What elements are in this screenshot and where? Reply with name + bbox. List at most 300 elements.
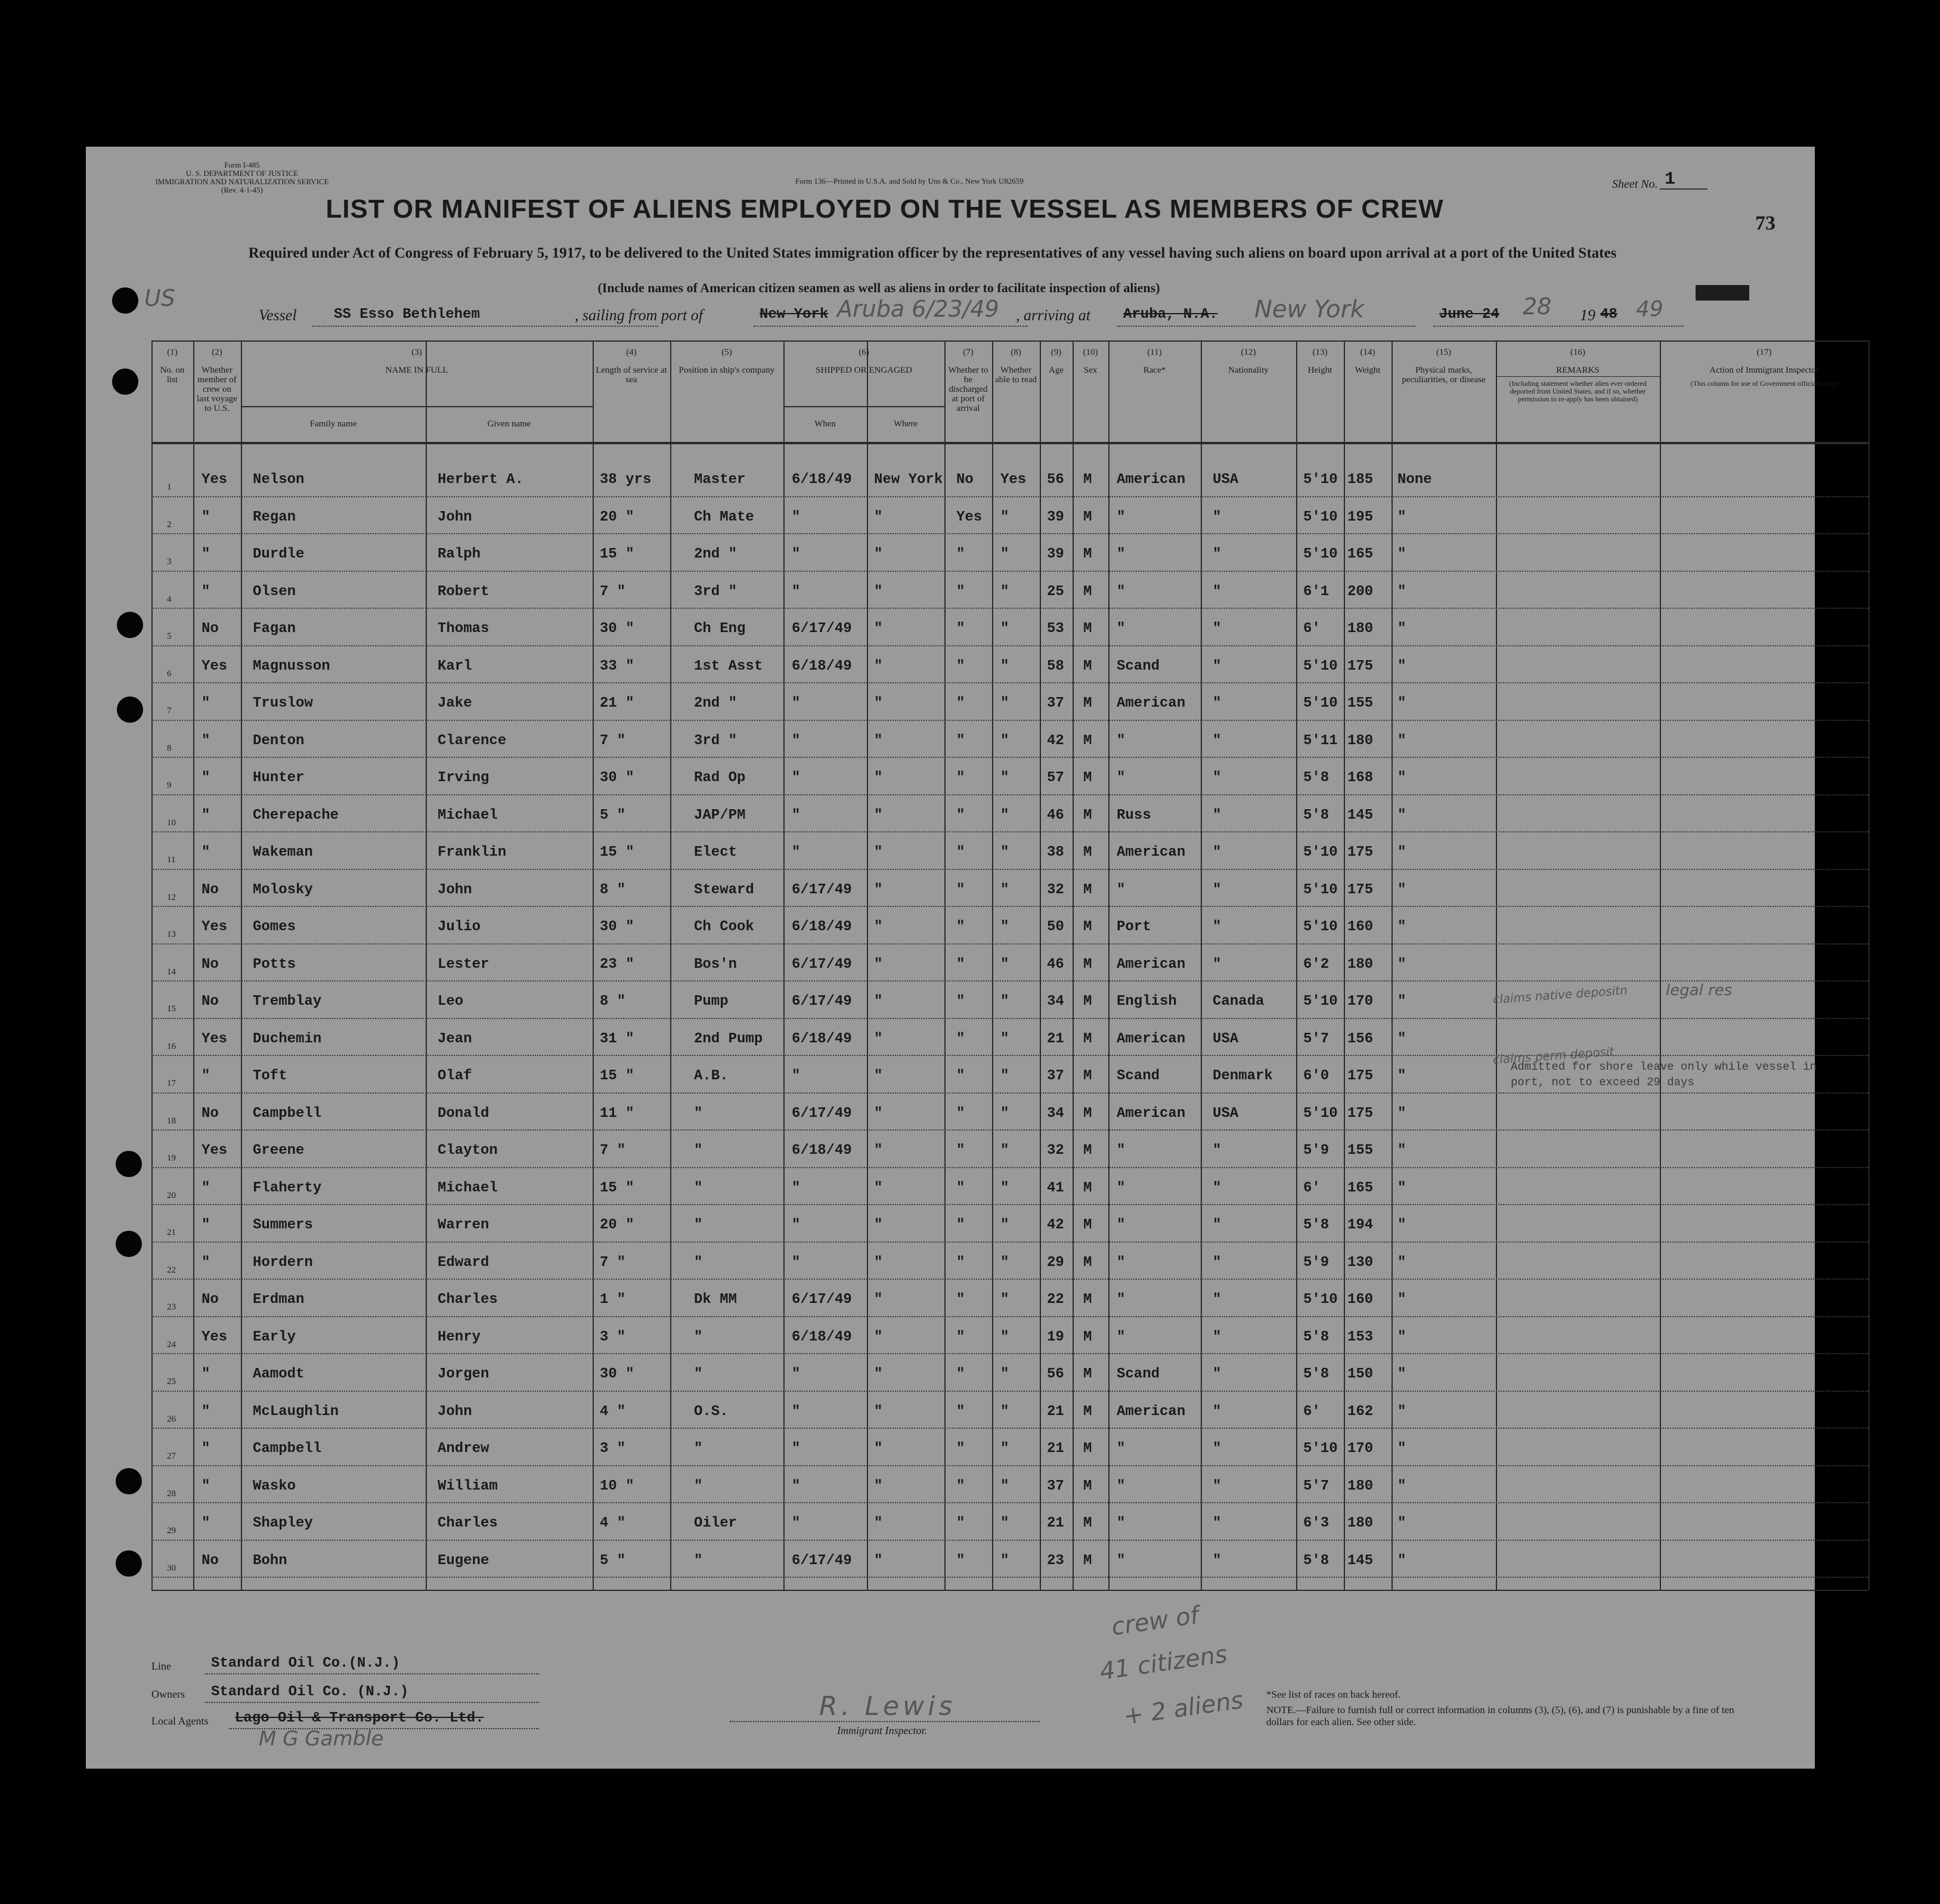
table-cell: 165 (1347, 546, 1374, 562)
table-cell: " (1000, 1478, 1009, 1494)
column-number: (14) (1360, 348, 1375, 357)
races-note: *See list of races on back hereof. (1266, 1689, 1401, 1700)
table-cell: " (1213, 732, 1222, 749)
table-cell: 165 (1347, 1179, 1374, 1196)
column-header: Sex (1083, 366, 1098, 375)
table-cell: 15 " (600, 1179, 634, 1196)
table-cell: " (1000, 919, 1009, 935)
table-cell: " (956, 807, 965, 823)
table-cell: New York (874, 472, 943, 488)
table-cell: John (438, 881, 472, 898)
table-cell: " (1397, 1068, 1406, 1084)
table-cell: 58 (1047, 658, 1064, 674)
table-cell: " (1117, 1217, 1126, 1233)
table-cell: " (1397, 770, 1406, 786)
table-cell: 5'11 (1303, 732, 1338, 749)
table-cell: " (1117, 1552, 1126, 1569)
agents-handwritten: M G Gamble (259, 1727, 384, 1751)
crew-note-3: + 2 aliens (1121, 1686, 1245, 1730)
table-cell: 3 " (600, 1441, 626, 1457)
table-cell: Edward (438, 1254, 489, 1271)
binder-hole (112, 287, 138, 314)
table-cell: 38 yrs (600, 472, 652, 488)
table-cell: " (874, 881, 883, 898)
table-cell: Karl (438, 658, 472, 674)
table-cell: 29 (1047, 1254, 1064, 1271)
table-cell: " (1397, 732, 1406, 749)
table-cell: " (694, 1329, 703, 1345)
table-cell: " (1000, 1030, 1009, 1047)
table-cell: Ch Eng (694, 621, 746, 637)
column-number: (3) (411, 348, 422, 357)
table-cell: " (956, 1254, 965, 1271)
table-cell: 19 (1047, 1329, 1064, 1345)
owners-rule (205, 1702, 539, 1703)
table-cell: 5'10 (1303, 1105, 1338, 1122)
column-number: (1) (167, 348, 178, 357)
row-number: 11 (167, 855, 176, 865)
column-rule (1496, 340, 1497, 1590)
table-cell: " (1397, 1217, 1406, 1233)
table-cell: " (956, 1105, 965, 1122)
table-cell: " (1000, 621, 1009, 637)
table-cell: " (956, 844, 965, 860)
table-cell: 6/17/49 (792, 1552, 852, 1569)
table-cell: Steward (694, 881, 754, 898)
column-rule (1201, 340, 1202, 1590)
table-cell: Jean (438, 1030, 472, 1047)
row-rule (151, 1242, 1868, 1243)
year-prefix: 19 (1580, 307, 1595, 324)
table-cell: 6/17/49 (792, 1292, 852, 1308)
sheet-number-rule (1660, 188, 1707, 190)
action-row15-handwritten: legal res (1666, 982, 1733, 999)
table-cell: 6'2 (1303, 956, 1330, 973)
column-number: (2) (212, 348, 222, 357)
table-bottom-rule (151, 1590, 1868, 1591)
table-cell: " (1117, 770, 1126, 786)
column-header: Weight (1355, 366, 1381, 375)
table-cell: Ch Mate (694, 509, 754, 525)
table-cell: " (1000, 1441, 1009, 1457)
table-cell: 185 (1347, 472, 1374, 488)
table-cell: " (956, 1478, 965, 1494)
table-cell: 175 (1347, 658, 1374, 674)
table-cell: 23 (1047, 1552, 1064, 1569)
column-rule (1344, 340, 1345, 1590)
row-number: 27 (167, 1451, 176, 1461)
table-cell: " (874, 1552, 883, 1569)
table-cell: 5'7 (1303, 1478, 1330, 1494)
table-cell: 153 (1347, 1329, 1374, 1345)
table-cell: 2nd " (694, 695, 737, 711)
table-cell: " (1213, 919, 1222, 935)
table-cell: " (1397, 1143, 1406, 1159)
table-cell: " (956, 1068, 965, 1084)
table-cell: M (1083, 1030, 1092, 1047)
column-rule (1073, 340, 1074, 1590)
table-cell: 6/18/49 (792, 919, 852, 935)
table-cell: 8 " (600, 881, 626, 898)
table-cell: " (1117, 881, 1126, 898)
table-cell: " (792, 1478, 801, 1494)
table-cell: " (792, 1403, 801, 1420)
table-cell: " (1397, 1552, 1406, 1569)
table-cell: 23 " (600, 956, 634, 973)
table-cell: " (1397, 1179, 1406, 1196)
table-cell: 5'10 (1303, 919, 1338, 935)
row-number: 30 (167, 1563, 176, 1573)
table-cell: " (874, 956, 883, 973)
row-rule (151, 1278, 1868, 1280)
table-cell: 31 " (600, 1030, 634, 1047)
table-cell: " (874, 1403, 883, 1420)
table-cell: Thomas (438, 621, 489, 637)
table-cell: 6' (1303, 621, 1321, 637)
table-cell: " (202, 1441, 210, 1457)
row-number: 28 (167, 1488, 176, 1499)
table-cell: 5'8 (1303, 1329, 1330, 1345)
table-cell: 5 " (600, 807, 626, 823)
shipped-subheader-rule (783, 406, 944, 407)
column-number: (10) (1083, 348, 1098, 357)
table-cell: 180 (1347, 1478, 1374, 1494)
row-rule (151, 1465, 1868, 1466)
column-header: SHIPPED OR ENGAGED (816, 366, 912, 375)
vessel-rule (312, 326, 658, 327)
table-cell: 30 " (600, 919, 634, 935)
table-cell: 5'8 (1303, 1552, 1330, 1569)
table-cell: 6/17/49 (792, 993, 852, 1010)
column-header: REMARKS (1556, 366, 1600, 375)
table-cell: " (1397, 807, 1406, 823)
table-cell: 5'10 (1303, 658, 1338, 674)
table-cell: USA (1213, 1105, 1239, 1122)
table-cell: M (1083, 583, 1092, 600)
table-cell: American (1117, 844, 1186, 860)
table-cell: 6/18/49 (792, 472, 852, 488)
row-rule (151, 1167, 1868, 1168)
table-cell: " (694, 1441, 703, 1457)
table-cell: English (1117, 993, 1177, 1010)
table-cell: Hunter (253, 770, 305, 786)
table-cell: " (792, 546, 801, 562)
fine-note-label: NOTE. (1266, 1704, 1296, 1716)
table-cell: " (1000, 1515, 1009, 1531)
table-cell: M (1083, 919, 1092, 935)
arriving-label: , arriving at (1016, 307, 1090, 324)
table-cell: 195 (1347, 509, 1374, 525)
table-cell: Campbell (253, 1441, 322, 1457)
table-cell: M (1083, 1105, 1092, 1122)
table-cell: 56 (1047, 1366, 1064, 1382)
table-cell: Jake (438, 695, 472, 711)
row-number: 22 (167, 1265, 176, 1275)
table-cell: " (1213, 1217, 1222, 1233)
table-cell: 5'10 (1303, 695, 1338, 711)
table-cell: " (956, 1366, 965, 1382)
table-cell: M (1083, 1329, 1092, 1345)
row-number: 19 (167, 1153, 176, 1163)
table-cell: Eugene (438, 1552, 489, 1569)
sheet-number-label: Sheet No. (1612, 178, 1658, 191)
table-cell: 7 " (600, 1143, 626, 1159)
column-rule (241, 340, 242, 1590)
table-cell: Gomes (253, 919, 296, 935)
table-cell: Toft (253, 1068, 287, 1084)
table-cell: " (1397, 1105, 1406, 1122)
table-cell: Bohn (253, 1552, 287, 1569)
table-cell: " (956, 1441, 965, 1457)
row-rule (151, 1316, 1868, 1317)
table-cell: USA (1213, 1030, 1239, 1047)
line-rule (205, 1673, 539, 1674)
table-cell: " (956, 993, 965, 1010)
table-cell: " (956, 658, 965, 674)
table-cell: Ch Cook (694, 919, 754, 935)
table-cell: " (1213, 1179, 1222, 1196)
table-cell: American (1117, 695, 1186, 711)
table-cell: " (1397, 1403, 1406, 1420)
table-cell: " (1000, 770, 1009, 786)
table-cell: M (1083, 732, 1092, 749)
printer-line: Form 136—Printed in U.S.A. and Sold by Uns & Co., New York U82659 (795, 177, 1024, 185)
table-cell: Scand (1117, 1068, 1160, 1084)
row-number: 2 (167, 519, 172, 530)
table-cell: " (874, 1217, 883, 1233)
column-rule (992, 340, 993, 1590)
column-number: (11) (1147, 348, 1162, 357)
table-cell: 20 " (600, 509, 634, 525)
table-cell: No (202, 956, 219, 973)
table-cell: M (1083, 770, 1092, 786)
table-cell: Pump (694, 993, 729, 1010)
table-cell: " (202, 732, 210, 749)
table-cell: " (1117, 583, 1126, 600)
table-cell: M (1083, 621, 1092, 637)
table-cell: " (874, 695, 883, 711)
row-rule (151, 1391, 1868, 1392)
binder-hole (116, 1151, 142, 1177)
column-number: (4) (626, 348, 637, 357)
table-cell: Campbell (253, 1105, 322, 1122)
table-cell: Molosky (253, 881, 313, 898)
table-cell: Truslow (253, 695, 313, 711)
table-cell: " (874, 1292, 883, 1308)
table-cell: " (956, 621, 965, 637)
table-cell: " (792, 844, 801, 860)
table-cell: 5'10 (1303, 509, 1338, 525)
table-cell: " (1213, 658, 1222, 674)
table-cell: Henry (438, 1329, 481, 1345)
inspector-label: Immigrant Inspector. (837, 1725, 927, 1736)
table-cell: O.S. (694, 1403, 729, 1420)
table-cell: 175 (1347, 1068, 1374, 1084)
table-cell: " (1000, 1143, 1009, 1159)
table-cell: Greene (253, 1143, 305, 1159)
table-cell: " (956, 881, 965, 898)
table-cell: Erdman (253, 1292, 305, 1308)
table-cell: 200 (1347, 583, 1374, 600)
table-cell: " (1000, 1292, 1009, 1308)
table-cell: " (1213, 509, 1222, 525)
table-cell: Nelson (253, 472, 305, 488)
binder-hole (112, 369, 138, 395)
table-cell: " (1213, 1515, 1222, 1531)
name-subheader-rule (241, 406, 593, 407)
manifest-title: LIST OR MANIFEST OF ALIENS EMPLOYED ON THE VESSEL AS MEMBERS OF CREW (326, 194, 1444, 224)
table-cell: Magnusson (253, 658, 330, 674)
table-cell: Yes (202, 658, 228, 674)
table-cell: 37 (1047, 695, 1064, 711)
table-cell: " (694, 1143, 703, 1159)
table-cell: " (874, 1441, 883, 1457)
table-cell: " (792, 732, 801, 749)
table-cell: 50 (1047, 919, 1064, 935)
table-cell: " (1213, 1552, 1222, 1569)
column-rule (1040, 340, 1041, 1590)
column-rule (783, 340, 785, 1590)
table-cell: " (694, 1254, 703, 1271)
column-subheader: Family name (309, 419, 357, 429)
column-number: (12) (1241, 348, 1256, 357)
table-cell: 5'10 (1303, 546, 1338, 562)
column-header: Whether to be discharged at port of arrival (948, 366, 988, 413)
row-number: 25 (167, 1377, 176, 1386)
table-cell: Olaf (438, 1068, 472, 1084)
year-typed: 48 (1600, 307, 1617, 323)
binder-hole (117, 696, 143, 723)
table-cell: " (1117, 1329, 1126, 1345)
left-handwritten-mark: US (144, 285, 175, 311)
table-cell: Warren (438, 1217, 489, 1233)
column-rule (867, 340, 868, 1590)
table-cell: " (1397, 658, 1406, 674)
column-header: Action of Immigrant Inspector (1709, 366, 1819, 375)
table-cell: John (438, 509, 472, 525)
table-cell: Durdle (253, 546, 305, 562)
table-cell: 155 (1347, 695, 1374, 711)
table-cell: No (956, 472, 974, 488)
binder-hole (117, 612, 143, 638)
table-cell: 37 (1047, 1478, 1064, 1494)
table-cell: " (202, 1254, 210, 1271)
table-cell: Duchemin (253, 1030, 322, 1047)
table-cell: " (792, 1254, 801, 1271)
column-number: (13) (1312, 348, 1328, 357)
row-rule (151, 1577, 1868, 1578)
table-cell: 6/17/49 (792, 881, 852, 898)
crew-note-2: 41 citizens (1098, 1640, 1229, 1686)
table-cell: Flaherty (253, 1179, 322, 1196)
table-cell: " (1397, 695, 1406, 711)
table-cell: McLaughlin (253, 1403, 339, 1420)
table-cell: 160 (1347, 1292, 1374, 1308)
table-cell: Charles (438, 1515, 498, 1531)
table-cell: 6/17/49 (792, 1105, 852, 1122)
table-cell: M (1083, 993, 1092, 1010)
table-cell: 1 " (600, 1292, 626, 1308)
table-cell: William (438, 1478, 498, 1494)
table-cell: 162 (1347, 1403, 1374, 1420)
table-cell: " (1000, 732, 1009, 749)
row-number: 14 (167, 967, 176, 977)
table-cell: Michael (438, 807, 498, 823)
table-cell: " (792, 1441, 801, 1457)
table-cell: Shapley (253, 1515, 313, 1531)
row-rule (151, 608, 1868, 609)
table-cell: Charles (438, 1292, 498, 1308)
table-cell: " (874, 844, 883, 860)
table-cell: " (1397, 1329, 1406, 1345)
table-cell: 6/18/49 (792, 1143, 852, 1159)
row-rule (151, 720, 1868, 721)
table-cell: " (1397, 919, 1406, 935)
column-subheader: When (814, 419, 836, 429)
table-cell: 4 " (600, 1403, 626, 1420)
table-cell: " (956, 1292, 965, 1308)
row-number: 4 (167, 594, 172, 604)
table-cell: 3rd " (694, 583, 737, 600)
table-cell: Jorgen (438, 1366, 489, 1382)
table-cell: " (1397, 509, 1406, 525)
line-label: Line (151, 1660, 171, 1672)
table-cell: 145 (1347, 1552, 1374, 1569)
row-rule (151, 1428, 1868, 1429)
column-number: (6) (859, 348, 869, 357)
table-cell: " (792, 695, 801, 711)
table-cell: " (1117, 621, 1126, 637)
table-cell: 6/17/49 (792, 621, 852, 637)
table-cell: " (1213, 1441, 1222, 1457)
table-cell: " (956, 583, 965, 600)
date-typed: June 24 (1439, 307, 1499, 323)
table-cell: " (202, 1403, 210, 1420)
row-number: 1 (167, 482, 172, 492)
table-cell: " (202, 509, 210, 525)
table-cell: " (1117, 1179, 1126, 1196)
table-cell: " (874, 1329, 883, 1345)
row-rule (151, 1204, 1868, 1205)
row-number: 21 (167, 1228, 176, 1237)
table-cell: " (1397, 1254, 1406, 1271)
table-cell: 145 (1347, 807, 1374, 823)
table-cell: 5'8 (1303, 1217, 1330, 1233)
table-cell: 170 (1347, 1441, 1374, 1457)
table-cell: 155 (1347, 1143, 1374, 1159)
table-cell: " (1000, 546, 1009, 562)
table-cell: 39 (1047, 509, 1064, 525)
table-cell: " (1213, 583, 1222, 600)
table-cell: 10 " (600, 1478, 634, 1494)
table-cell: " (956, 919, 965, 935)
table-cell: 22 (1047, 1292, 1064, 1308)
table-cell: Yes (202, 1143, 228, 1159)
table-cell: " (202, 1179, 210, 1196)
table-cell: M (1083, 509, 1092, 525)
table-cell: " (1213, 695, 1222, 711)
table-cell: " (874, 807, 883, 823)
table-cell: 34 (1047, 1105, 1064, 1122)
table-cell: 6'1 (1303, 583, 1330, 600)
table-cell: American (1117, 1030, 1186, 1047)
table-cell: Irving (438, 770, 489, 786)
row-number: 23 (167, 1302, 176, 1312)
table-cell: " (1117, 1254, 1126, 1271)
table-cell: " (792, 1179, 801, 1196)
table-cell: Hordern (253, 1254, 313, 1271)
table-cell: " (874, 546, 883, 562)
